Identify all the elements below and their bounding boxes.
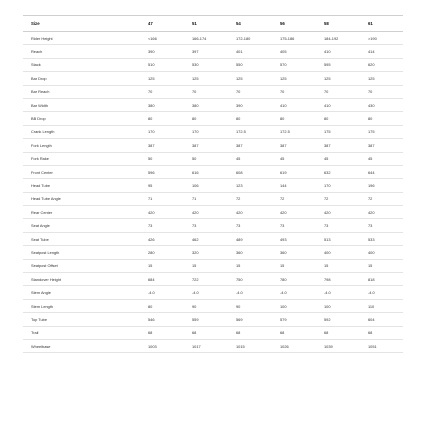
table-cell: 73 [272,219,316,232]
table-cell: 420 [316,206,360,219]
row-label: Bar Reach [23,85,140,98]
column-header: 58 [316,16,360,32]
table-cell: 172-180 [228,32,272,45]
table-cell: 123 [228,179,272,192]
column-header: 47 [140,16,184,32]
table-cell: 172.5 [272,125,316,138]
row-label: Rear Center [23,206,140,219]
table-cell: <166 [140,32,184,45]
row-label: Fork Rake [23,152,140,165]
table-cell: 530 [184,58,228,71]
table-row [23,85,403,98]
table-cell: 45 [228,152,272,165]
table-cell: 750 [228,273,272,286]
table-cell: 400 [360,246,403,259]
table-cell: 71 [184,192,228,205]
table-cell: 15 [228,259,272,272]
table-cell: 1015 [228,339,272,352]
table-cell: 619 [272,165,316,178]
table-body [23,32,403,353]
table-cell: 570 [272,58,316,71]
table-cell: 387 [272,139,316,152]
table-cell: 596 [140,165,184,178]
table-cell: -4.0 [360,286,403,299]
row-label: Stem Angle [23,286,140,299]
table-row [23,206,403,219]
table-row [23,45,403,58]
table-cell: 172.5 [228,125,272,138]
table-cell: 184-192 [316,32,360,45]
table-cell: 387 [228,139,272,152]
table-cell: 50 [184,152,228,165]
table-row [23,72,403,85]
table-cell: 616 [184,165,228,178]
row-label: Stack [23,58,140,71]
table-cell: 397 [184,45,228,58]
table-row [23,313,403,326]
table-cell: 71 [140,192,184,205]
table-cell: 420 [272,206,316,219]
table-cell: 175 [360,125,403,138]
table-row [23,246,403,259]
table-cell: 45 [272,152,316,165]
table-cell: 387 [184,139,228,152]
table-row [23,179,403,192]
row-label: Bar Width [23,98,140,111]
table-cell: 72 [228,192,272,205]
table-cell: 80 [184,112,228,125]
table-cell: 125 [316,72,360,85]
column-header: 56 [272,16,316,32]
column-header: 54 [228,16,272,32]
table-cell: -4.0 [316,286,360,299]
table-cell: 73 [360,219,403,232]
table-cell: 73 [316,219,360,232]
table-row [23,232,403,245]
table-cell: 592 [316,313,360,326]
geometry-table-container [23,15,403,353]
table-cell: 80 [140,299,184,312]
table-cell: 70 [140,85,184,98]
table-cell: 100 [316,299,360,312]
table-cell: 90 [228,299,272,312]
table-cell: 72 [360,192,403,205]
table-header-row [23,16,403,32]
row-label: Rider Height [23,32,140,45]
table-cell: 73 [140,219,184,232]
table-cell: 320 [184,246,228,259]
table-cell: 15 [360,259,403,272]
table-cell: 45 [360,152,403,165]
table-cell: 420 [184,206,228,219]
row-label: Stem Length [23,299,140,312]
table-cell: 684 [140,273,184,286]
table-cell: 401 [228,45,272,58]
table-cell: 569 [228,313,272,326]
table-cell: 95 [140,179,184,192]
table-cell: 70 [184,85,228,98]
table-cell: 546 [140,313,184,326]
table-cell: 166-174 [184,32,228,45]
table-cell: 620 [360,58,403,71]
table-cell: 426 [140,232,184,245]
table-cell: 550 [228,58,272,71]
table-cell: 125 [184,72,228,85]
geometry-table [23,15,403,353]
table-row [23,192,403,205]
table-cell: 72 [272,192,316,205]
table-row [23,219,403,232]
table-cell: 70 [316,85,360,98]
row-label: BB Drop [23,112,140,125]
table-cell: 410 [316,98,360,111]
column-header: 61 [360,16,403,32]
table-cell: 70 [272,85,316,98]
table-cell: 175 [316,125,360,138]
table-cell: 80 [272,112,316,125]
table-cell: >190 [360,32,403,45]
table-row [23,299,403,312]
table-cell: 579 [272,313,316,326]
table-cell: 70 [228,85,272,98]
table-cell: 68 [184,326,228,339]
table-cell: 170 [316,179,360,192]
table-cell: 68 [360,326,403,339]
row-label: Head Tube [23,179,140,192]
row-label: Seatpost Length [23,246,140,259]
table-cell: 170 [184,125,228,138]
row-label: Reach [23,45,140,58]
table-cell: 608 [228,165,272,178]
row-label: Crank Length [23,125,140,138]
table-cell: 420 [228,206,272,219]
table-cell: 559 [184,313,228,326]
table-row [23,32,403,45]
table-cell: 196 [360,179,403,192]
table-cell: 780 [272,273,316,286]
table-cell: 644 [360,165,403,178]
table-cell: 410 [316,45,360,58]
table-cell: 390 [228,98,272,111]
table-cell: 420 [140,206,184,219]
table-cell: 73 [228,219,272,232]
table-row [23,259,403,272]
table-cell: 175-186 [272,32,316,45]
row-label: Top Tube [23,313,140,326]
table-cell: 722 [184,273,228,286]
table-cell: 125 [272,72,316,85]
table-row [23,165,403,178]
table-cell: 144 [272,179,316,192]
row-label: Fork Length [23,139,140,152]
table-cell: 106 [184,179,228,192]
table-cell: 595 [316,58,360,71]
column-header-size: Size [23,16,140,32]
table-cell: 387 [316,139,360,152]
row-label: Standover Height [23,273,140,286]
table-cell: 390 [140,45,184,58]
table-cell: 73 [184,219,228,232]
table-cell: -4.0 [184,286,228,299]
table-cell: 1039 [316,339,360,352]
table-cell: 15 [140,259,184,272]
table-cell: 414 [360,45,403,58]
table-cell: 493 [272,232,316,245]
table-cell: 15 [316,259,360,272]
table-row [23,139,403,152]
table-cell: 1003 [140,339,184,352]
table-cell: 90 [184,299,228,312]
table-cell: -4.0 [140,286,184,299]
column-header: 51 [184,16,228,32]
table-cell: 68 [272,326,316,339]
row-label: Trail [23,326,140,339]
row-label: Head Tube Angle [23,192,140,205]
table-row [23,112,403,125]
table-cell: 68 [140,326,184,339]
table-cell: 170 [140,125,184,138]
row-label: Seat Tube [23,232,140,245]
table-cell: 100 [272,299,316,312]
table-cell: 15 [272,259,316,272]
table-row [23,125,403,138]
table-cell: 110 [360,299,403,312]
table-cell: 1017 [184,339,228,352]
table-row [23,58,403,71]
table-cell: 45 [316,152,360,165]
table-cell: 798 [316,273,360,286]
row-label: Wheelbase [23,339,140,352]
table-cell: 632 [316,165,360,178]
table-cell: 72 [316,192,360,205]
row-label: Seat Angle [23,219,140,232]
table-cell: -4.0 [272,286,316,299]
row-label: Seatpost Offset [23,259,140,272]
table-cell: 80 [228,112,272,125]
table-cell: 387 [360,139,403,152]
row-label: Bar Drop [23,72,140,85]
table-cell: 68 [228,326,272,339]
table-cell: 1051 [360,339,403,352]
table-cell: 510 [140,58,184,71]
table-row [23,286,403,299]
table-cell: 420 [360,206,403,219]
table-row [23,152,403,165]
table-cell: 125 [140,72,184,85]
row-label: Front Center [23,165,140,178]
table-cell: 533 [360,232,403,245]
table-row [23,326,403,339]
table-cell: 410 [272,98,316,111]
table-row [23,339,403,352]
table-cell: 50 [140,152,184,165]
table-cell: -4.0 [228,286,272,299]
table-cell: 125 [228,72,272,85]
table-cell: 430 [360,98,403,111]
table-row [23,98,403,111]
table-cell: 1026 [272,339,316,352]
table-cell: 68 [316,326,360,339]
table-cell: 70 [360,85,403,98]
table-cell: 380 [140,98,184,111]
table-cell: 387 [140,139,184,152]
table-cell: 80 [360,112,403,125]
table-cell: 604 [360,313,403,326]
table-cell: 405 [272,45,316,58]
table-cell: 400 [316,246,360,259]
table-cell: 15 [184,259,228,272]
table-cell: 280 [140,246,184,259]
table-cell: 513 [316,232,360,245]
table-cell: 489 [228,232,272,245]
table-cell: 380 [184,98,228,111]
table-cell: 462 [184,232,228,245]
table-cell: 125 [360,72,403,85]
table-row [23,273,403,286]
table-cell: 80 [316,112,360,125]
table-cell: 360 [272,246,316,259]
table-cell: 818 [360,273,403,286]
table-cell: 80 [140,112,184,125]
table-cell: 360 [228,246,272,259]
